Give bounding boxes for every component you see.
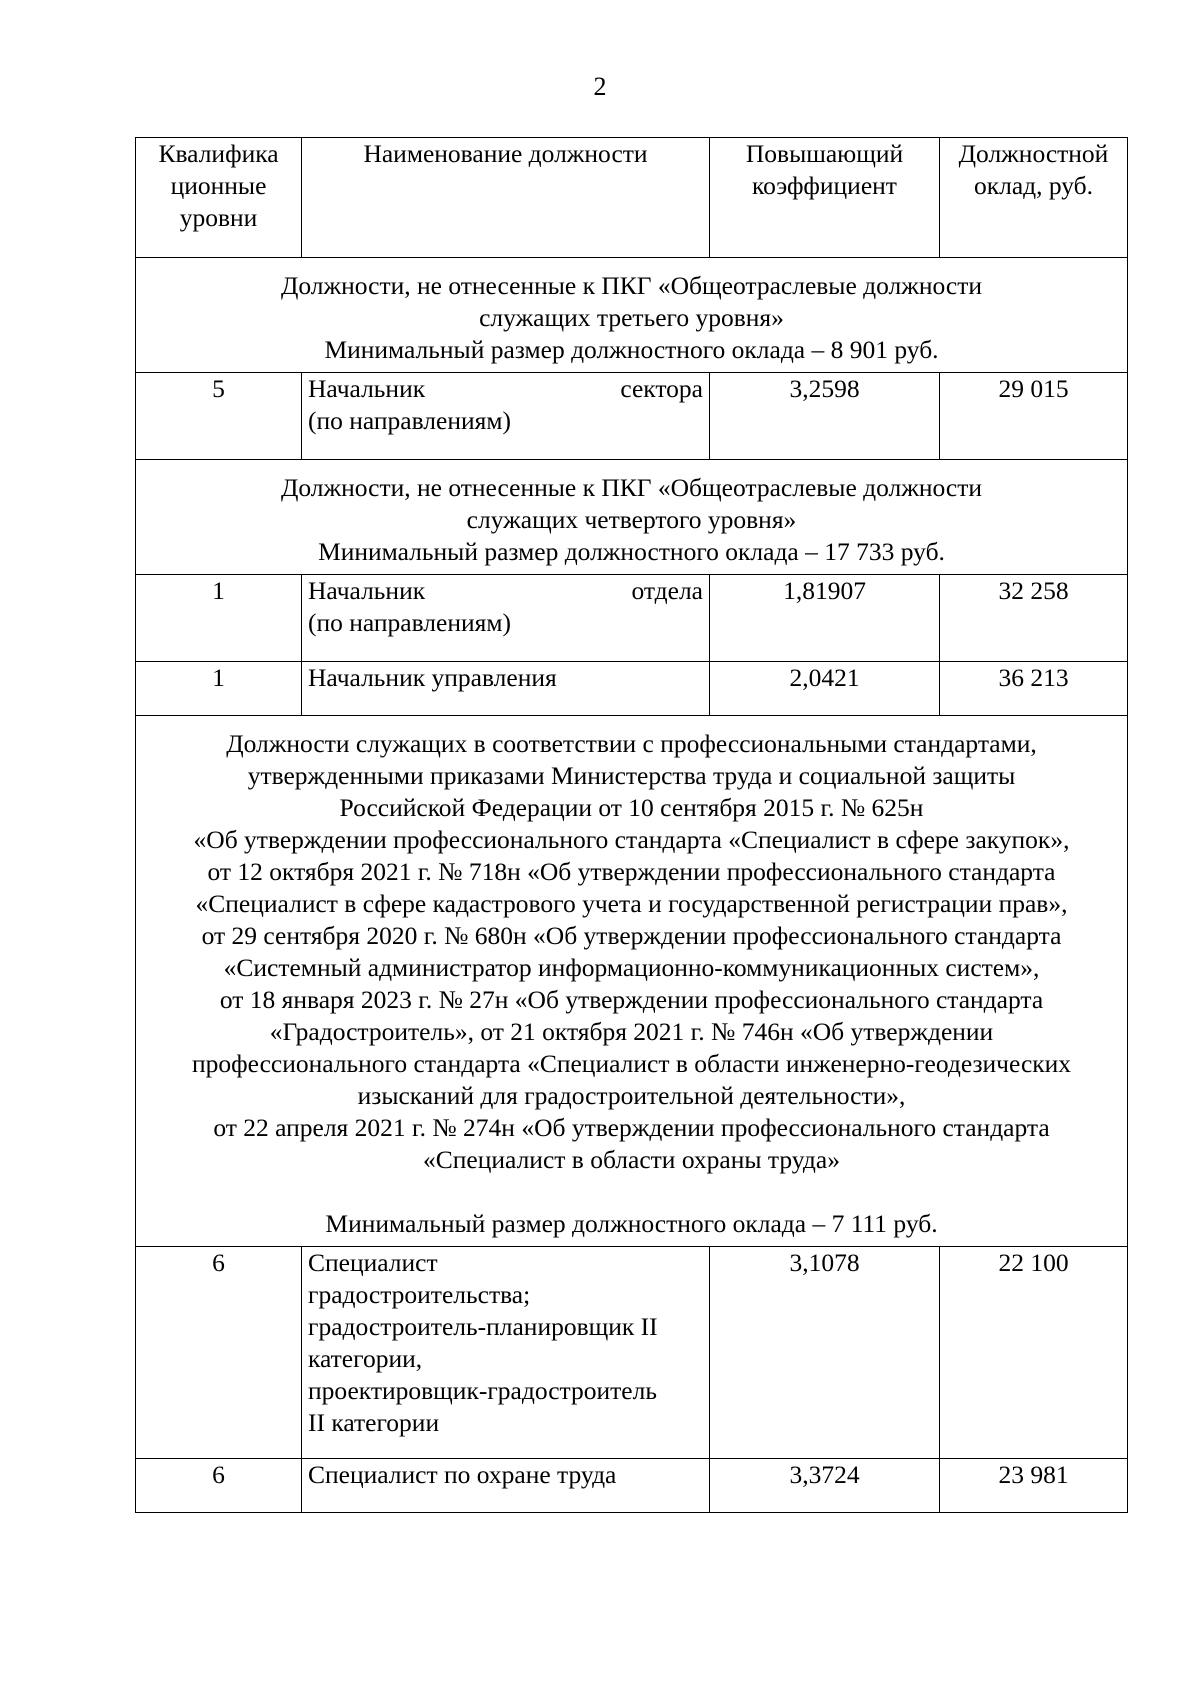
header-salary <box>940 138 1128 258</box>
cell-salary: 29 015 <box>940 373 1128 460</box>
cell-position-name <box>302 1247 710 1459</box>
section-line: от 18 января 2023 г. № 27н «Об утверждении профессионального стандарта <box>219 985 1044 1014</box>
position-name-line: (по направлениям) <box>308 406 512 435</box>
section-line: Должности, не отнесенные к ПКГ «Общеотраслевые должности <box>280 473 983 502</box>
section-line: изысканий для градостроительной деятельности», <box>357 1081 906 1110</box>
cell-level: 1 <box>136 662 302 716</box>
cell-level: 6 <box>136 1459 302 1513</box>
section-line: от 22 апреля 2021 г. № 274н «Об утверждении профессионального стандарта <box>213 1113 1050 1142</box>
section-line: служащих четвертого уровня» <box>466 505 797 534</box>
header-level-line: уровни <box>179 203 258 232</box>
position-name-line: градостроительства; <box>308 1280 531 1309</box>
cell-salary: 36 213 <box>940 662 1128 716</box>
cell-level: 6 <box>136 1247 302 1459</box>
header-coef-line: коэффициент <box>752 171 897 200</box>
section-line: Должности, не отнесенные к ПКГ «Общеотраслевые должности <box>280 271 983 300</box>
position-name-line: категории, <box>308 1344 423 1373</box>
cell-position-name: Специалист по охране труда <box>302 1459 710 1513</box>
header-qualification-level <box>136 138 302 258</box>
position-name-line: (по направлениям) <box>308 608 512 637</box>
position-name-line: проектировщик-градостроитель <box>308 1376 657 1405</box>
table-row <box>136 373 1128 460</box>
header-level-line: ционные <box>170 171 267 200</box>
section-row <box>136 460 1128 575</box>
salary-table <box>135 137 1128 1513</box>
cell-coefficient: 3,3724 <box>710 1459 940 1513</box>
cell-position-name: Начальник управления <box>302 662 710 716</box>
header-position-name: Наименование должности <box>302 138 710 258</box>
section-spacer <box>142 1176 1121 1208</box>
cell-position-name <box>302 373 710 460</box>
section-min-salary: Минимальный размер должностного оклада – 7 111 руб. <box>325 1209 938 1238</box>
header-level-line: Квалифика <box>158 139 279 168</box>
section-line: Минимальный размер должностного оклада – 17 733 руб. <box>318 537 945 566</box>
section-line: «Системный администратор информационно-коммуникационных систем», <box>223 953 1040 982</box>
section-line: профессионального стандарта «Специалист в области инженерно-геодезических <box>191 1049 1072 1078</box>
header-coefficient <box>710 138 940 258</box>
section-row <box>136 258 1128 373</box>
section-line: от 12 октября 2021 г. № 718н «Об утверждении профессионального стандарта <box>207 857 1056 886</box>
header-salary-line: Должностной <box>958 139 1109 168</box>
section-line: Минимальный размер должностного оклада – 8 901 руб. <box>324 335 939 364</box>
table-row <box>136 575 1128 662</box>
section-line: служащих третьего уровня» <box>479 303 784 332</box>
position-word: отдела <box>631 576 703 605</box>
header-salary-line: оклад, руб. <box>973 171 1094 200</box>
section-heading-professional-standards <box>136 716 1128 1247</box>
table-row <box>136 1247 1128 1459</box>
section-row <box>136 716 1128 1247</box>
position-name-line: II категории <box>308 1408 440 1437</box>
section-line: Должности служащих в соответствии с профессиональными стандартами, <box>226 729 1037 758</box>
position-name-line <box>308 373 703 405</box>
position-name-line: градостроитель-планировщик II <box>308 1312 658 1341</box>
section-heading-fourth-level <box>136 460 1128 575</box>
header-coef-line: Повышающий <box>745 139 904 168</box>
position-word: Начальник <box>308 374 426 403</box>
section-line: «Специалист в сфере кадастрового учета и государственной регистрации прав», <box>195 889 1068 918</box>
cell-coefficient: 3,2598 <box>710 373 940 460</box>
section-line: «Специалист в области охраны труда» <box>423 1145 840 1174</box>
position-word: Начальник <box>308 576 426 605</box>
table-row <box>136 662 1128 716</box>
table-row <box>136 1459 1128 1513</box>
position-name-line <box>308 575 703 607</box>
table-header-row <box>136 138 1128 258</box>
cell-coefficient: 1,81907 <box>710 575 940 662</box>
section-line: от 29 сентября 2020 г. № 680н «Об утверждении профессионального стандарта <box>201 921 1062 950</box>
section-line: утвержденными приказами Министерства труда и социальной защиты <box>247 761 1016 790</box>
section-line: «Об утверждении профессионального стандарта «Специалист в сфере закупок», <box>193 825 1070 854</box>
cell-level: 1 <box>136 575 302 662</box>
cell-salary: 22 100 <box>940 1247 1128 1459</box>
cell-level: 5 <box>136 373 302 460</box>
section-line: «Градостроитель», от 21 октября 2021 г. № 746н «Об утверждении <box>269 1017 994 1046</box>
cell-coefficient: 3,1078 <box>710 1247 940 1459</box>
cell-salary: 23 981 <box>940 1459 1128 1513</box>
position-name-line: Специалист <box>308 1248 438 1277</box>
page-number: 2 <box>593 72 607 101</box>
cell-coefficient: 2,0421 <box>710 662 940 716</box>
cell-position-name <box>302 575 710 662</box>
position-word: сектора <box>620 374 703 403</box>
cell-salary: 32 258 <box>940 575 1128 662</box>
section-heading-third-level <box>136 258 1128 373</box>
section-line: Российской Федерации от 10 сентября 2015 г. № 625н <box>339 793 924 822</box>
